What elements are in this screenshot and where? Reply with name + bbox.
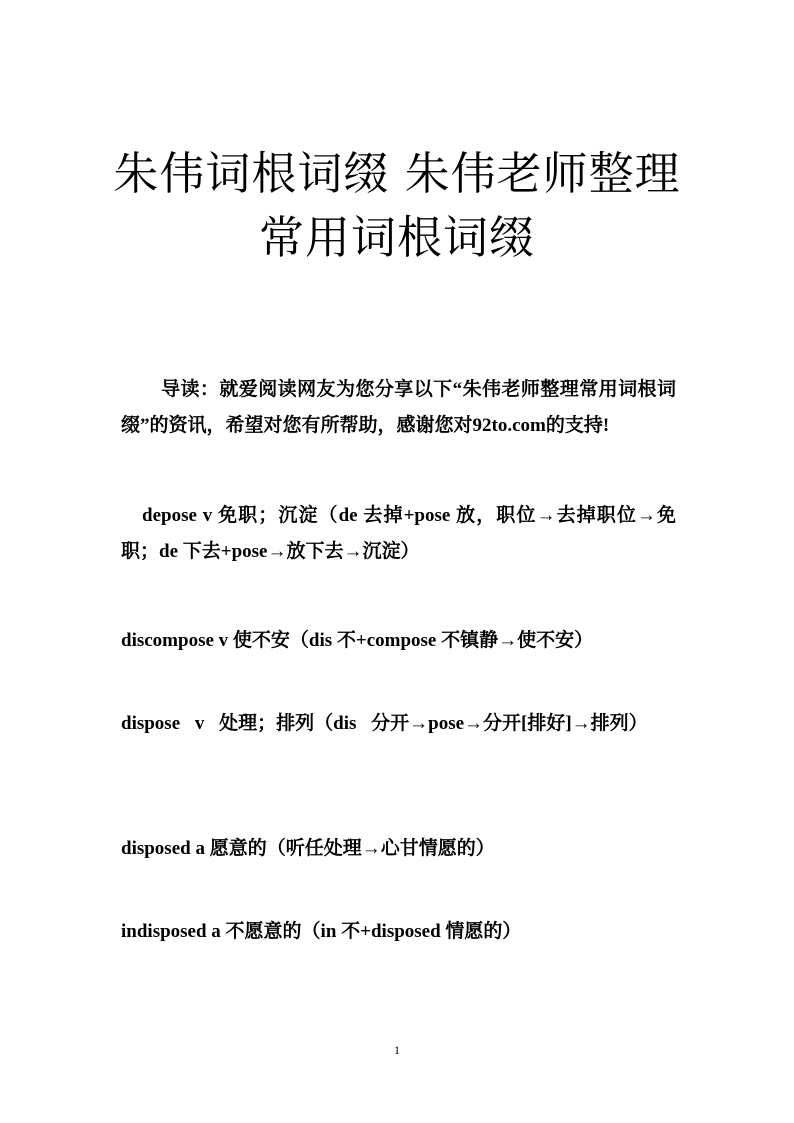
page-number: 1	[394, 1043, 400, 1057]
document-title: 朱伟词根词缀 朱伟老师整理常用词根词缀	[113, 147, 681, 264]
entry-dispose: dispose v 处理；排列（dis 分开→pose→分开[排好]→排列）	[121, 713, 648, 734]
entry-disposed: disposed a 愿意的（听任处理→心甘情愿的）	[121, 838, 495, 859]
entry-discompose: discompose v 使不安（dis 不+compose 不镇静→使不安）	[121, 630, 594, 651]
entry-depose: depose v 免职；沉淀（de 去掉+pose 放，职位→去掉职位→免职；de 下去+pose→放下去→沉淀）	[121, 505, 676, 562]
entry-indisposed: indisposed a 不愿意的（in 不+disposed 情愿的）	[121, 921, 522, 942]
intro-paragraph: 导读：就爱阅读网友为您分享以下“朱伟老师整理常用词根词缀”的资讯，希望对您有所帮助，感谢您对92to.com的支持!	[121, 379, 676, 436]
